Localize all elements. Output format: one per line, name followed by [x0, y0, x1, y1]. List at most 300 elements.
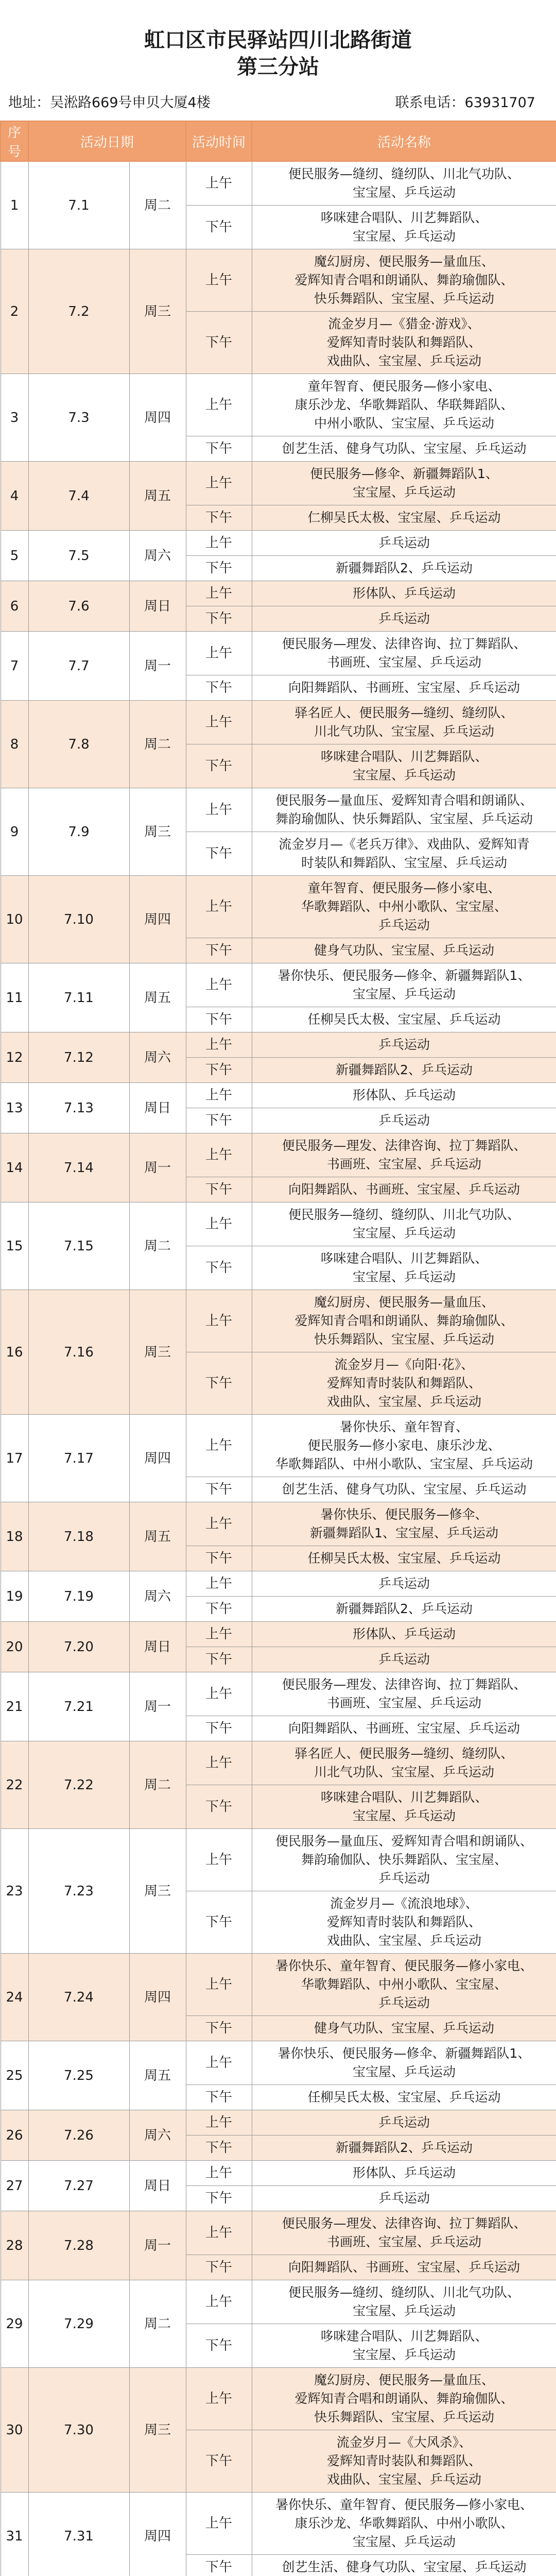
row-number: 17	[1, 1415, 28, 1502]
activity-line: 创艺生活、健身气功队、宝宝屋、乒乓运动	[282, 441, 527, 456]
table-header-row	[1, 121, 556, 161]
activity-line: 便民服务—缝纫、缝纫队、川北气功队、	[288, 166, 520, 181]
session-activities	[252, 1546, 556, 1571]
table-row	[1, 1571, 556, 1597]
session-period: 上午	[186, 1083, 252, 1108]
session-activities	[252, 1246, 556, 1290]
session-activities	[252, 249, 556, 312]
row-weekday: 周一	[129, 2211, 186, 2280]
row-date: 7.28	[28, 2211, 129, 2280]
session-period: 下午	[186, 675, 252, 701]
activity-line: 向阳舞蹈队、书画班、宝宝屋、乒乓运动	[288, 1182, 520, 1197]
table-row	[1, 374, 556, 436]
activity-line: 宝宝屋、乒乓运动	[353, 1808, 456, 1823]
title-line-2: 第三分站	[237, 55, 319, 79]
row-date: 7.30	[28, 2368, 129, 2493]
session-activities	[252, 1672, 556, 1716]
table-row	[1, 1672, 556, 1716]
activity-line: 爱辉知青时装队和舞蹈队、	[327, 335, 482, 350]
row-date: 7.10	[28, 876, 129, 963]
activity-line: 乒乓运动	[378, 1652, 430, 1667]
session-period: 上午	[186, 2110, 252, 2136]
activity-line: 健身气功队、宝宝屋、乒乓运动	[314, 2021, 495, 2036]
table-row	[1, 1133, 556, 1177]
session-period: 下午	[186, 436, 252, 462]
row-date: 7.11	[28, 963, 129, 1032]
activity-line: 宝宝屋、乒乓运动	[353, 1226, 456, 1241]
activity-line: 时装队和舞蹈队、宝宝屋、乒乓运动	[301, 855, 508, 870]
row-number: 22	[1, 1741, 28, 1829]
session-activities	[252, 1352, 556, 1415]
address-text: 地址：吴淞路669号申贝大厦4楼	[8, 95, 211, 111]
session-activities	[252, 556, 556, 581]
session-activities	[252, 2211, 556, 2255]
table-row	[1, 1622, 556, 1647]
activity-line: 便民服务—缝纫、缝纫队、川北气功队、	[288, 1207, 520, 1222]
activity-line: 戏曲队、宝宝屋、乒乓运动	[327, 2472, 482, 2487]
row-number: 12	[1, 1032, 28, 1083]
session-activities	[252, 1785, 556, 1829]
session-period: 上午	[186, 2368, 252, 2430]
row-number: 13	[1, 1083, 28, 1133]
activity-line: 流金岁月—《流浪地球》、	[330, 1896, 478, 1911]
session-activities	[252, 1477, 556, 1502]
session-period: 上午	[186, 1741, 252, 1785]
header-time: 活动时间	[186, 121, 252, 161]
session-activities	[252, 1177, 556, 1202]
row-weekday: 周四	[129, 1954, 186, 2041]
activity-line: 乒乓运动	[378, 611, 430, 626]
table-row	[1, 2041, 556, 2085]
table-row	[1, 632, 556, 675]
activity-line: 向阳舞蹈队、书画班、宝宝屋、乒乓运动	[288, 680, 520, 695]
session-period: 下午	[186, 2136, 252, 2161]
session-activities	[252, 1571, 556, 1597]
row-weekday: 周六	[129, 1032, 186, 1083]
header-date: 活动日期	[28, 121, 186, 161]
session-period: 上午	[186, 2280, 252, 2324]
row-weekday: 周一	[129, 1133, 186, 1202]
session-period: 上午	[186, 1202, 252, 1246]
session-period: 上午	[186, 581, 252, 606]
row-number: 6	[1, 581, 28, 632]
activity-line: 便民服务—理发、法律咨询、拉丁舞蹈队、	[282, 2216, 527, 2231]
activity-line: 便民服务—缝纫、缝纫队、川北气功队、	[288, 2285, 520, 2300]
activity-line: 形体队、乒乓运动	[353, 1626, 456, 1641]
row-weekday: 周二	[129, 701, 186, 788]
table-row	[1, 2280, 556, 2324]
row-number: 19	[1, 1571, 28, 1622]
activity-line: 哆咪建合唱队、川艺舞蹈队、	[320, 1251, 488, 1266]
table-row	[1, 1290, 556, 1352]
activity-line: 华歌舞蹈队、中州小歌队、宝宝屋、	[301, 899, 508, 914]
activity-line: 舞韵瑜伽队、快乐舞蹈队、宝宝屋、乒乓运动	[275, 811, 533, 826]
session-period: 下午	[186, 1647, 252, 1672]
activity-line: 乒乓运动	[378, 1037, 430, 1052]
table-row	[1, 1415, 556, 1477]
row-date: 7.15	[28, 1202, 129, 1290]
row-date: 7.19	[28, 1571, 129, 1622]
session-period: 下午	[186, 1058, 252, 1083]
activity-line: 新疆舞蹈队2、乒乓运动	[336, 1062, 473, 1077]
session-activities	[252, 1415, 556, 1477]
activity-line: 乒乓运动	[378, 535, 430, 550]
activity-line: 宝宝屋、乒乓运动	[353, 2347, 456, 2362]
session-activities	[252, 1954, 556, 2016]
activity-line: 戏曲队、宝宝屋、乒乓运动	[327, 1933, 482, 1948]
session-period: 下午	[186, 1246, 252, 1290]
activity-line: 快乐舞蹈队、宝宝屋、乒乓运动	[314, 2410, 495, 2425]
table-row	[1, 1954, 556, 2016]
row-weekday: 周一	[129, 632, 186, 701]
session-period: 上午	[186, 2041, 252, 2085]
activity-line: 戏曲队、宝宝屋、乒乓运动	[327, 1394, 482, 1409]
session-period: 下午	[186, 1352, 252, 1415]
session-activities	[252, 2085, 556, 2110]
activity-line: 任柳吴氏太极、宝宝屋、乒乓运动	[307, 1012, 501, 1027]
session-period: 上午	[186, 632, 252, 675]
title-line-1: 虹口区市民驿站四川北路街道	[144, 28, 412, 52]
session-period: 下午	[186, 2555, 252, 2576]
row-weekday: 周日	[129, 581, 186, 632]
table-row	[1, 2161, 556, 2186]
activity-line: 便民服务—理发、法律咨询、拉丁舞蹈队、	[282, 1677, 527, 1692]
row-weekday: 周六	[129, 2110, 186, 2161]
session-period: 下午	[186, 1891, 252, 1954]
session-period: 下午	[186, 2085, 252, 2110]
schedule-table	[0, 121, 556, 2576]
activity-line: 创艺生活、健身气功队、宝宝屋、乒乓运动	[282, 1482, 527, 1497]
row-number: 18	[1, 1502, 28, 1571]
activity-line: 乒乓运动	[378, 918, 430, 933]
row-date: 7.7	[28, 632, 129, 701]
session-activities	[252, 2016, 556, 2041]
row-date: 7.4	[28, 462, 129, 531]
row-weekday: 周日	[129, 2161, 186, 2211]
row-date: 7.6	[28, 581, 129, 632]
activity-line: 爱辉知青合唱和朗诵队、舞韵瑜伽队、	[294, 2391, 514, 2406]
session-activities	[252, 2493, 556, 2555]
session-activities	[252, 462, 556, 505]
activity-line: 魔幻厨房、便民服务—量血压、	[314, 1295, 495, 1310]
row-date: 7.29	[28, 2280, 129, 2368]
activity-line: 童年智育、便民服务—修小家电、	[307, 379, 501, 394]
session-period: 下午	[186, 2016, 252, 2041]
activity-line: 健身气功队、宝宝屋、乒乓运动	[314, 943, 495, 958]
row-weekday: 周五	[129, 1502, 186, 1571]
row-date: 7.20	[28, 1622, 129, 1672]
activity-line: 任柳吴氏太极、宝宝屋、乒乓运动	[307, 1551, 501, 1566]
row-date: 7.17	[28, 1415, 129, 1502]
activity-line: 哆咪建合唱队、川艺舞蹈队、	[320, 2329, 488, 2344]
activity-line: 向阳舞蹈队、书画班、宝宝屋、乒乓运动	[288, 1721, 520, 1736]
activity-line: 新疆舞蹈队2、乒乓运动	[336, 1601, 473, 1616]
activity-line: 宝宝屋、乒乓运动	[353, 2064, 456, 2079]
session-period: 下午	[186, 2186, 252, 2211]
activity-line: 便民服务—理发、法律咨询、拉丁舞蹈队、	[282, 636, 527, 651]
row-date: 7.24	[28, 1954, 129, 2041]
session-period: 下午	[186, 312, 252, 374]
activity-line: 快乐舞蹈队、宝宝屋、乒乓运动	[314, 1332, 495, 1347]
row-weekday: 周六	[129, 1571, 186, 1622]
session-activities	[252, 1622, 556, 1647]
table-row	[1, 788, 556, 832]
row-weekday: 周日	[129, 1083, 186, 1133]
activity-line: 便民服务—理发、法律咨询、拉丁舞蹈队、	[282, 1138, 527, 1153]
session-activities	[252, 505, 556, 531]
activity-line: 便民服务—量血压、爱辉知青合唱和朗诵队、	[275, 1834, 533, 1849]
activity-line: 流金岁月—《猎金·游戏》、	[328, 316, 480, 331]
row-number: 27	[1, 2161, 28, 2211]
session-activities	[252, 1202, 556, 1246]
activity-line: 暑你快乐、便民服务—修伞、	[320, 1507, 488, 1522]
session-period: 下午	[186, 1477, 252, 1502]
activity-line: 暑你快乐、童年智育、便民服务—修小家电、	[275, 2497, 533, 2512]
row-date: 7.23	[28, 1829, 129, 1954]
table-row	[1, 462, 556, 505]
activity-line: 爱辉知青合唱和朗诵队、舞韵瑜伽队、	[294, 1313, 514, 1328]
row-weekday: 周二	[129, 2280, 186, 2368]
activity-line: 形体队、乒乓运动	[353, 586, 456, 601]
activity-line: 爱辉知青时装队和舞蹈队、	[327, 1376, 482, 1391]
session-activities	[252, 744, 556, 788]
activity-line: 书画班、宝宝屋、乒乓运动	[327, 2234, 482, 2249]
session-activities	[252, 1083, 556, 1108]
row-number: 23	[1, 1829, 28, 1954]
row-number: 21	[1, 1672, 28, 1741]
session-period: 上午	[186, 531, 252, 556]
row-date: 7.31	[28, 2493, 129, 2576]
session-activities	[252, 2161, 556, 2186]
row-weekday: 周四	[129, 2493, 186, 2576]
table-row	[1, 2368, 556, 2430]
session-activities	[252, 2136, 556, 2161]
session-period: 上午	[186, 161, 252, 206]
row-date: 7.8	[28, 701, 129, 788]
session-activities	[252, 2280, 556, 2324]
table-row	[1, 1032, 556, 1058]
session-period: 下午	[186, 1716, 252, 1741]
session-activities	[252, 938, 556, 963]
table-row	[1, 2211, 556, 2255]
activity-line: 哆咪建合唱队、川艺舞蹈队、	[320, 1790, 488, 1805]
activity-line: 宝宝屋、乒乓运动	[353, 485, 456, 500]
row-weekday: 周三	[129, 249, 186, 374]
activity-line: 华歌舞蹈队、中州小歌队、宝宝屋、	[301, 1977, 508, 1992]
activity-line: 康乐沙龙、华歌舞蹈队、中州小歌队、	[294, 2516, 514, 2531]
session-activities	[252, 701, 556, 744]
row-date: 7.18	[28, 1502, 129, 1571]
row-date: 7.27	[28, 2161, 129, 2211]
table-row	[1, 2110, 556, 2136]
table-row	[1, 249, 556, 312]
row-weekday: 周四	[129, 876, 186, 963]
table-row	[1, 1202, 556, 1246]
session-period: 下午	[186, 505, 252, 531]
table-row	[1, 1502, 556, 1546]
row-number: 9	[1, 788, 28, 876]
session-period: 下午	[186, 2255, 252, 2280]
row-weekday: 周四	[129, 374, 186, 462]
session-period: 上午	[186, 1133, 252, 1177]
page-title	[0, 0, 556, 80]
activity-line: 川北气功队、宝宝屋、乒乓运动	[314, 724, 495, 739]
row-weekday: 周日	[129, 1622, 186, 1672]
table-row	[1, 1829, 556, 1891]
activity-line: 驿名匠人、便民服务—缝纫、缝纫队、	[294, 1746, 514, 1761]
session-activities	[252, 436, 556, 462]
session-period: 上午	[186, 1502, 252, 1546]
session-period: 上午	[186, 1622, 252, 1647]
activity-line: 童年智育、便民服务—修小家电、	[307, 880, 501, 895]
session-period: 下午	[186, 606, 252, 632]
table-row	[1, 1741, 556, 1785]
row-date: 7.2	[28, 249, 129, 374]
table-row	[1, 2493, 556, 2555]
session-period: 下午	[186, 2324, 252, 2368]
activity-line: 乒乓运动	[378, 2191, 430, 2206]
session-activities	[252, 1032, 556, 1058]
session-period: 上午	[186, 2161, 252, 2186]
session-activities	[252, 531, 556, 556]
activity-line: 乒乓运动	[378, 1871, 430, 1886]
activity-line: 形体队、乒乓运动	[353, 2165, 456, 2180]
session-activities	[252, 606, 556, 632]
session-activities	[252, 1108, 556, 1133]
session-activities	[252, 1133, 556, 1177]
table-row	[1, 876, 556, 938]
row-weekday: 周五	[129, 2041, 186, 2110]
activity-line: 宝宝屋、乒乓运动	[353, 2303, 456, 2318]
session-activities	[252, 1007, 556, 1032]
session-activities	[252, 1058, 556, 1083]
row-weekday: 周六	[129, 531, 186, 581]
info-bar	[0, 80, 556, 114]
activity-line: 宝宝屋、乒乓运动	[353, 229, 456, 244]
session-activities	[252, 832, 556, 876]
activity-line: 便民服务—修伞、新疆舞蹈队1、	[310, 466, 498, 481]
activity-line: 暑你快乐、童年智育、便民服务—修小家电、	[275, 1958, 533, 1973]
activity-line: 书画班、宝宝屋、乒乓运动	[327, 1157, 482, 1172]
activity-line: 康乐沙龙、华歌舞蹈队、华联舞蹈队、	[294, 397, 514, 412]
row-number: 25	[1, 2041, 28, 2110]
session-period: 上午	[186, 1032, 252, 1058]
header-activity: 活动名称	[252, 121, 556, 161]
row-number: 24	[1, 1954, 28, 2041]
session-period: 下午	[186, 832, 252, 876]
session-activities	[252, 1597, 556, 1622]
session-activities	[252, 1647, 556, 1672]
row-number: 30	[1, 2368, 28, 2493]
row-weekday: 周四	[129, 1415, 186, 1502]
activity-line: 新疆舞蹈队2、乒乓运动	[336, 561, 473, 575]
session-period: 下午	[186, 1597, 252, 1622]
activity-line: 爱辉知青合唱和朗诵队、舞韵瑜伽队、	[294, 273, 514, 287]
row-date: 7.22	[28, 1741, 129, 1829]
session-period: 上午	[186, 462, 252, 505]
row-date: 7.26	[28, 2110, 129, 2161]
table-row	[1, 581, 556, 606]
row-number: 26	[1, 2110, 28, 2161]
session-period: 下午	[186, 1177, 252, 1202]
activity-line: 宝宝屋、乒乓运动	[353, 987, 456, 1002]
session-activities	[252, 2368, 556, 2430]
row-number: 2	[1, 249, 28, 374]
session-activities	[252, 312, 556, 374]
row-number: 7	[1, 632, 28, 701]
table-row	[1, 1083, 556, 1108]
session-activities	[252, 632, 556, 675]
session-activities	[252, 1502, 556, 1546]
session-activities	[252, 161, 556, 206]
row-date: 7.1	[28, 161, 129, 249]
session-activities	[252, 2430, 556, 2493]
activity-line: 中州小歌队、宝宝屋、乒乓运动	[314, 416, 495, 431]
row-weekday: 周三	[129, 788, 186, 876]
activity-line: 暑你快乐、便民服务—修伞、新疆舞蹈队1、	[277, 968, 531, 983]
session-activities	[252, 1716, 556, 1741]
row-number: 1	[1, 161, 28, 249]
session-period: 上午	[186, 2211, 252, 2255]
row-number: 20	[1, 1622, 28, 1672]
activity-line: 快乐舞蹈队、宝宝屋、乒乓运动	[314, 291, 495, 306]
session-activities	[252, 2110, 556, 2136]
session-period: 上午	[186, 1571, 252, 1597]
activity-line: 爱辉知青时装队和舞蹈队、	[327, 1914, 482, 1929]
phone-text: 联系电话：63931707	[395, 95, 535, 111]
session-period: 下午	[186, 744, 252, 788]
session-period: 上午	[186, 1672, 252, 1716]
session-period: 上午	[186, 1290, 252, 1352]
activity-line: 暑你快乐、便民服务—修伞、新疆舞蹈队1、	[277, 2046, 531, 2061]
row-number: 3	[1, 374, 28, 462]
activity-line: 形体队、乒乓运动	[353, 1088, 456, 1103]
activity-line: 哆咪建合唱队、川艺舞蹈队、	[320, 749, 488, 764]
activity-line: 哆咪建合唱队、川艺舞蹈队、	[320, 210, 488, 225]
activity-line: 宝宝屋、乒乓运动	[353, 2534, 456, 2549]
row-date: 7.25	[28, 2041, 129, 2110]
session-activities	[252, 374, 556, 436]
session-activities	[252, 1891, 556, 1954]
session-period: 上午	[186, 249, 252, 312]
row-date: 7.3	[28, 374, 129, 462]
row-date: 7.16	[28, 1290, 129, 1415]
activity-line: 华歌舞蹈队、中州小歌队、宝宝屋、乒乓运动	[275, 1456, 533, 1471]
activity-line: 戏曲队、宝宝屋、乒乓运动	[327, 353, 482, 368]
row-weekday: 周一	[129, 1672, 186, 1741]
activity-line: 驿名匠人、便民服务—缝纫、缝纫队、	[294, 705, 514, 720]
session-period: 下午	[186, 938, 252, 963]
row-date: 7.9	[28, 788, 129, 876]
row-date: 7.14	[28, 1133, 129, 1202]
row-date: 7.21	[28, 1672, 129, 1741]
session-activities	[252, 581, 556, 606]
session-activities	[252, 1290, 556, 1352]
activity-line: 流金岁月—《大风杀》、	[336, 2435, 472, 2450]
session-period: 上午	[186, 1829, 252, 1891]
activity-line: 仁柳吴氏太极、宝宝屋、乒乓运动	[307, 510, 501, 525]
row-number: 28	[1, 2211, 28, 2280]
table-row	[1, 963, 556, 1007]
session-activities	[252, 2555, 556, 2576]
session-period: 下午	[186, 1108, 252, 1133]
activity-line: 流金岁月—《老兵万律》、戏曲队、爱辉知青	[279, 837, 530, 852]
session-period: 上午	[186, 701, 252, 744]
activity-line: 新疆舞蹈队2、乒乓运动	[336, 2140, 473, 2155]
activity-line: 书画班、宝宝屋、乒乓运动	[327, 655, 482, 670]
row-number: 10	[1, 876, 28, 963]
row-number: 11	[1, 963, 28, 1032]
